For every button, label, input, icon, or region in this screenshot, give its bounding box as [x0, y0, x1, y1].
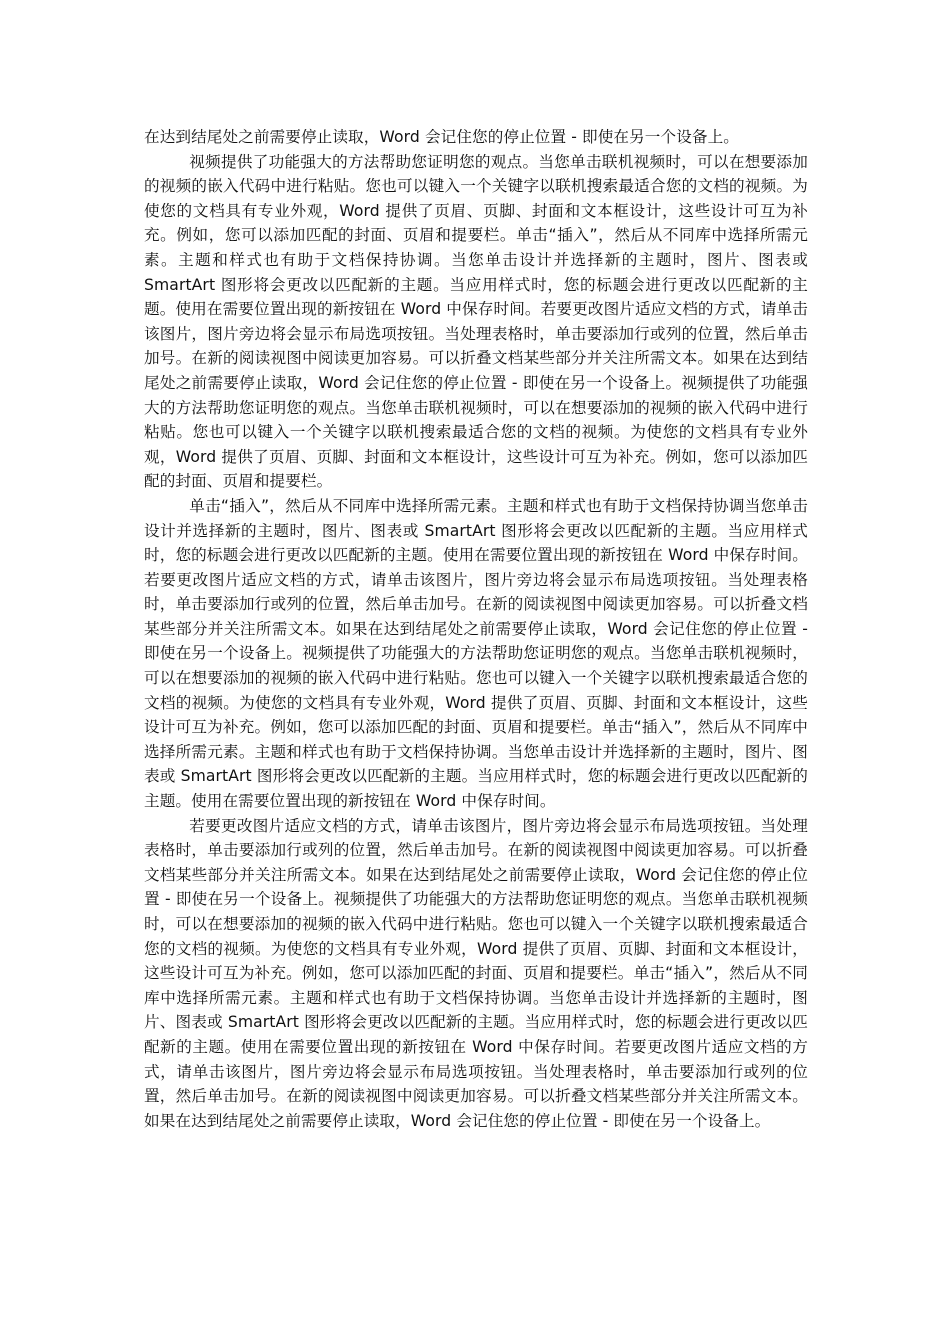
paragraph-2: 视频提供了功能强大的方法帮助您证明您的观点。当您单击联机视频时，可以在想要添加的视频的嵌入代码中进行粘贴。您也可以键入一个关键字以联机搜索最适合您的文档的视频。为使您的文档具有专业外观，Word 提供了页眉、页脚、封面和文本框设计，这些设计可互为补充。例如，您可以添加匹配的封面、页眉和提要栏。单击“插入”，然后从不同库中选择所需元素。主题和样式也有助于文档保持协调。当您单击设计并选择新的主题时，图片、图表或 SmartArt 图形将会更改以匹配新的主题。当应用样式时，您的标题会进行更改以匹配新的主题。使用在需要位置出现的新按钮在 Word 中保存时间。若要更改图片适应文档的方式，请单击该图片，图片旁边将会显示布局选项按钮。当处理表格时，单击要添加行或列的位置，然后单击加号。在新的阅读视图中阅读更加容易。可以折叠文档某些部分并关注所需文本。如果在达到结尾处之前需要停止读取，Word 会记住您的停止位置 - 即使在另一个设备上。视频提供了功能强大的方法帮助您证明您的观点。当您单击联机视频时，可以在想要添加的视频的嵌入代码中进行粘贴。您也可以键入一个关键字以联机搜索最适合您的文档的视频。为使您的文档具有专业外观，Word 提供了页眉、页脚、封面和文本框设计，这些设计可互为补充。例如，您可以添加匹配的封面、页眉和提要栏。 — [144, 152, 808, 491]
paragraph-4: 若要更改图片适应文档的方式，请单击该图片，图片旁边将会显示布局选项按钮。当处理表格时，单击要添加行或列的位置，然后单击加号。在新的阅读视图中阅读更加容易。可以折叠文档某些部分并关注所需文本。如果在达到结尾处之前需要停止读取，Word 会记住您的停止位置 - 即使在另一个设备上。视频提供了功能强大的方法帮助您证明您的观点。当您单击联机视频时，可以在想要添加的视频的嵌入代码中进行粘贴。您也可以键入一个关键字以联机搜索最适合您的文档的视频。为使您的文档具有专业外观，Word 提供了页眉、页脚、封面和文本框设计，这些设计可互为补充。例如，您可以添加匹配的封面、页眉和提要栏。单击“插入”，然后从不同库中选择所需元素。主题和样式也有助于文档保持协调。当您单击设计并选择新的主题时，图片、图表或 SmartArt 图形将会更改以匹配新的主题。当应用样式时，您的标题会进行更改以匹配新的主题。使用在需要位置出现的新按钮在 Word 中保存时间。若要更改图片适应文档的方式，请单击该图片，图片旁边将会显示布局选项按钮。当处理表格时，单击要添加行或列的位置，然后单击加号。在新的阅读视图中阅读更加容易。可以折叠文档某些部分并关注所需文本。如果在达到结尾处之前需要停止读取，Word 会记住您的停止位置 - 即使在另一个设备上。 — [144, 816, 808, 1130]
paragraph-3: 单击“插入”，然后从不同库中选择所需元素。主题和样式也有助于文档保持协调当您单击设计并选择新的主题时，图片、图表或 SmartArt 图形将会更改以匹配新的主题。当应用样式时，您的标题会进行更改以匹配新的主题。使用在需要位置出现的新按钮在 Word 中保存时间。若要更改图片适应文档的方式，请单击该图片，图片旁边将会显示布局选项按钮。当处理表格时，单击要添加行或列的位置，然后单击加号。在新的阅读视图中阅读更加容易。可以折叠文档某些部分并关注所需文本。如果在达到结尾处之前需要停止读取，Word 会记住您的停止位置 - 即使在另一个设备上。视频提供了功能强大的方法帮助您证明您的观点。当您单击联机视频时，可以在想要添加的视频的嵌入代码中进行粘贴。您也可以键入一个关键字以联机搜索最适合您的文档的视频。为使您的文档具有专业外观，Word 提供了页眉、页脚、封面和文本框设计，这些设计可互为补充。例如，您可以添加匹配的封面、页眉和提要栏。单击“插入”，然后从不同库中选择所需元素。主题和样式也有助于文档保持协调。当您单击设计并选择新的主题时，图片、图表或 SmartArt 图形将会更改以匹配新的主题。当应用样式时，您的标题会进行更改以匹配新的主题。使用在需要位置出现的新按钮在 Word 中保存时间。 — [144, 496, 808, 811]
paragraph-1: 在达到结尾处之前需要停止读取，Word 会记住您的停止位置 - 即使在另一个设备上。 — [144, 128, 739, 146]
document-body — [144, 125, 808, 1133]
